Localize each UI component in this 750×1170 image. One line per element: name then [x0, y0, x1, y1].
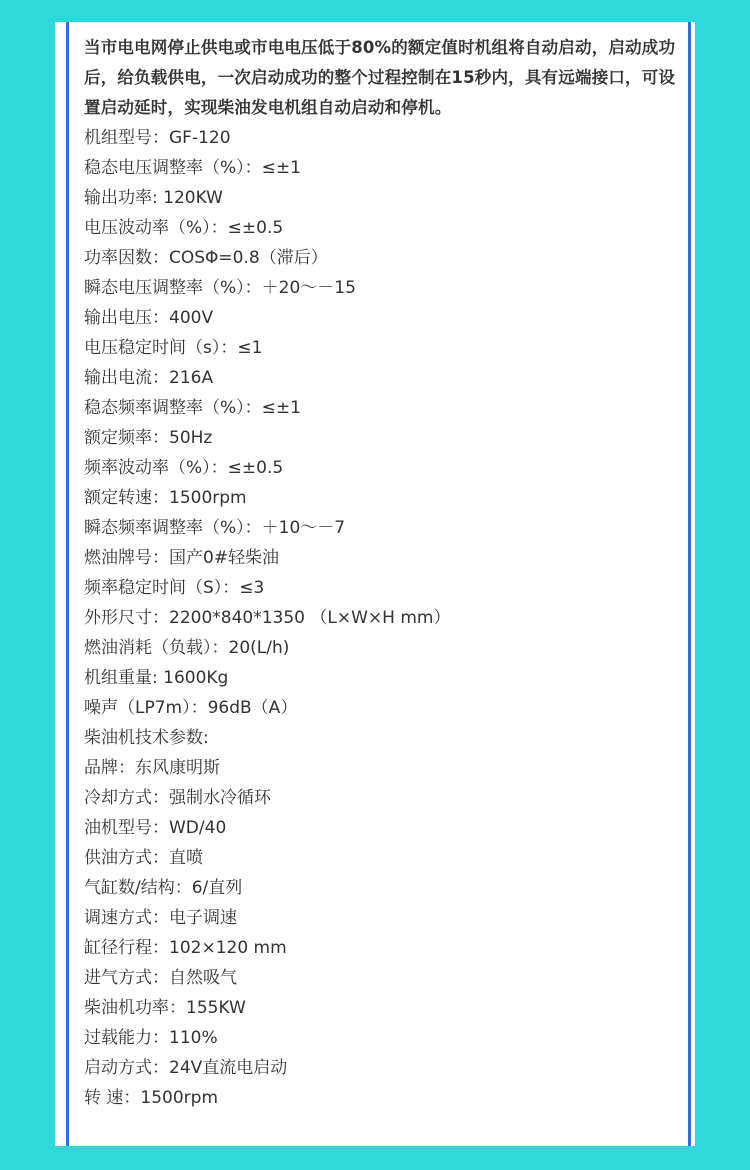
spec-line: 机组重量: 1600Kg: [84, 668, 229, 688]
spec-line: 输出电流：216A: [84, 368, 214, 388]
spec-line: 燃油牌号：国产0#轻柴油: [84, 548, 280, 568]
spec-line: 转 速：1500rpm: [84, 1088, 219, 1108]
spec-line: 频率稳定时间（S）：≤3: [84, 578, 265, 598]
spec-line: 过载能力：110%: [84, 1028, 218, 1048]
spec-line: 输出电压：400V: [84, 308, 214, 328]
spec-line: 瞬态频率调整率（%）：＋10～－7: [84, 518, 346, 538]
spec-line: 冷却方式：强制水冷循环: [84, 788, 271, 808]
spec-line: 瞬态电压调整率（%）：＋20～－15: [84, 278, 356, 298]
spec-line: 电压稳定时间（s）：≤1: [84, 338, 263, 358]
spec-line: 稳态电压调整率（%）：≤±1: [84, 158, 301, 178]
spec-line: 油机型号：WD/40: [84, 818, 227, 838]
section-heading: 柴油机技术参数:: [84, 728, 209, 748]
spec-line: 柴油机功率：155KW: [84, 998, 246, 1018]
spec-line: 输出功率: 120KW: [84, 188, 223, 208]
spec-line: 噪声（LP7m）：96dB（A）: [84, 698, 298, 718]
spec-line: 供油方式：直喷: [84, 848, 203, 868]
intro-paragraph: 当市电电网停止供电或市电电压低于80%的额定值时机组将自动启动，启动成功后，给负载供电，一次启动成功的整个过程控制在15秒内，具有远端接口，可设置启动延时，实现柴油发电机组自动启动和停机。: [84, 38, 676, 117]
spec-line: 机组型号：GF-120: [84, 128, 231, 148]
spec-line: 频率波动率（%）：≤±0.5: [84, 458, 284, 478]
spec-line: 功率因数：COSΦ=0.8（滞后）: [84, 248, 328, 268]
spec-line: 品牌：东风康明斯: [84, 758, 220, 778]
spec-line: 燃油消耗（负载）：20(L/h): [84, 638, 290, 658]
spec-line: 电压波动率（%）：≤±0.5: [84, 218, 284, 238]
spec-line: 额定频率：50Hz: [84, 428, 213, 448]
right-border-line: [688, 22, 691, 1146]
spec-list: [84, 123, 680, 1113]
spec-line: 启动方式：24V直流电启动: [84, 1058, 288, 1078]
spec-line: 稳态频率调整率（%）：≤±1: [84, 398, 301, 418]
spec-line: 调速方式：电子调速: [84, 908, 237, 928]
spec-content: [84, 33, 680, 1113]
spec-line: 缸径行程：102×120 mm: [84, 938, 287, 958]
spec-line: 进气方式：自然吸气: [84, 968, 237, 988]
spec-line: 额定转速：1500rpm: [84, 488, 247, 508]
spec-line: 外形尺寸：2200*840*1350 （L×W×H mm）: [84, 608, 451, 628]
spec-line: 气缸数/结构：6/直列: [84, 878, 243, 898]
left-border-line: [66, 22, 69, 1146]
